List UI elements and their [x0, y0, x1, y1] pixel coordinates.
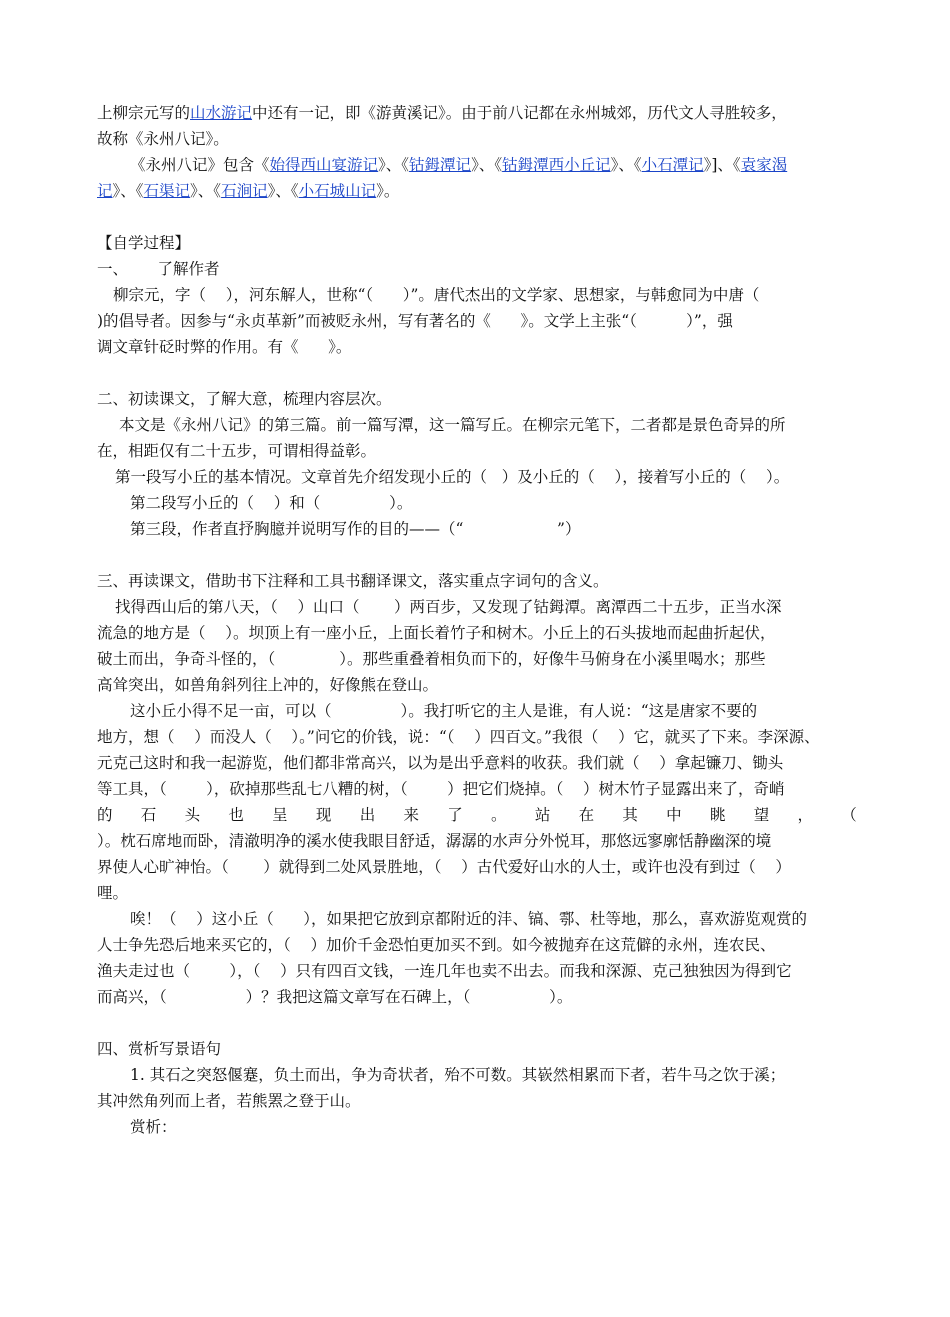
section-3-line: 地方，想（ ）而没人（ ）。”问它的价钱，说：“（ ）四百文。”我很（ ）它，就买了下来。李深源、: [97, 728, 820, 746]
link-8[interactable]: 小石城山记: [298, 182, 377, 200]
spacer: [97, 1010, 857, 1036]
spacer: [97, 542, 857, 568]
char: 来: [403, 806, 419, 824]
section-2-line: 第三段，作者直抒胸臆并说明写作的目的——（“ ”）: [130, 520, 581, 538]
char: 的: [97, 806, 113, 824]
spacer: [97, 360, 857, 386]
spacer: [97, 204, 857, 230]
section-3-line: 渔夫走过也（ ），（ ）只有四百文钱，一连几年也卖不出去。而我和深源、克己独独因为得到它: [97, 962, 792, 980]
char: 也: [228, 806, 244, 824]
section-3-line: ）。枕石席地而卧，清澈明净的溪水使我眼目舒适，潺潺的水声分外悦耳，那悠远寥廓恬静幽深的境: [97, 832, 772, 850]
section-2-line: 在，相距仅有二十五步，可谓相得益彰。: [97, 442, 377, 460]
link-2[interactable]: 钴鉧潭记: [409, 156, 472, 174]
link-shanshui-youji[interactable]: 山水游记: [190, 104, 253, 122]
section-2-line: 第一段写小丘的基本情况。文章首先介绍发现小丘的（ ）及小丘的（ ），接着写小丘的（ ）。: [115, 468, 790, 486]
section-3-line: 唉！（ ）这小丘（ ），如果把它放到京都附近的沣、镐、鄠、杜等地，那么，喜欢游览观赏的: [130, 910, 808, 928]
intro-text: 《永州八记》包含《: [130, 156, 270, 174]
char: （: [841, 806, 857, 824]
section-2-line: 第二段写小丘的（ ）和（ ）。: [130, 494, 413, 512]
separator: 》、《: [267, 182, 299, 200]
char: 了: [447, 806, 463, 824]
section-3-line: 哩。: [97, 884, 129, 902]
section-3-line: 这小丘小得不足一亩，可以（ ）。我打听它的主人是谁，有人说：“这是唐家不要的: [130, 702, 758, 720]
intro-line-4: [97, 178, 857, 204]
separator: 》、《: [471, 156, 503, 174]
section-1-line: )的倡导者。因参与“永贞革新”而被贬永州，写有著名的《 》。文学上主张“（ ）”，强: [97, 312, 733, 330]
intro-text: 中还有一记，即《游黄溪记》。由于前八记都在永州城郊，历代文人寻胜较多，: [252, 104, 787, 122]
char: 站: [534, 806, 551, 824]
link-7[interactable]: 石涧记: [221, 182, 268, 200]
section-2-title: 二、初读课文，了解大意，梳理内容层次。: [97, 390, 392, 408]
section-1-line: 柳宗元，字（ ），河东解人，世称“（ ）”。唐代杰出的文学家、思想家，与韩愈同为中唐（: [113, 286, 760, 304]
intro-line-1: [97, 100, 857, 126]
intro-text: 上柳宗元写的: [97, 104, 191, 122]
justified-line: [97, 802, 857, 828]
section-3-line: 等工具，（ ），砍掉那些乱七八糟的树，（ ）把它们烧掉。（ ）树木竹子显露出来了，奇峭: [97, 780, 785, 798]
section-4-title: 四、赏析写景语句: [97, 1040, 222, 1058]
section-4-line: 赏析：: [130, 1118, 177, 1136]
section-4-line: 其冲然角列而上者，若熊罴之登于山。: [97, 1092, 361, 1110]
char: ，: [797, 806, 814, 824]
section-2-line: 本文是《永州八记》的第三篇。前一篇写潭，这一篇写丘。在柳宗元笔下，二者都是景色奇异的所: [119, 416, 786, 434]
section-3-line: 界使人心旷神怡。（ ）就得到二处风景胜地，（ ）古代爱好山水的人士，或许也没有到过（ ）: [97, 858, 791, 876]
char: 望: [753, 806, 770, 824]
section-1-title: 一、 了解作者: [97, 260, 220, 278]
char: 石: [140, 806, 157, 824]
char: 出: [359, 806, 376, 824]
section-3-line: 元克己这时和我一起游览，他们都非常高兴，以为是出乎意料的收获。我们就（ ）拿起镰刀、锄头: [97, 754, 784, 772]
section-1-line: 调文章针砭时弊的作用。有《 》。: [97, 338, 352, 356]
section-3-line: 而高兴，（ ）？我把这篇文章写在石碑上，（ ）。: [97, 988, 573, 1006]
char: 呈: [272, 806, 288, 824]
separator: 》、《: [378, 156, 410, 174]
char: 中: [666, 806, 682, 824]
separator: 》]、《: [703, 156, 741, 174]
link-1[interactable]: 始得西山宴游记: [269, 156, 379, 174]
section-3-line: 高耸突出，如兽角斜列往上冲的，好像熊在登山。: [97, 676, 439, 694]
separator: 》、《: [190, 182, 222, 200]
intro-line-2: 故称《永州八记》。: [97, 130, 229, 148]
section-3-line: 人士争先恐后地来买它的，（ ）加价千金恐怕更加买不到。如今被抛弃在这荒僻的永州，连农民、: [97, 936, 776, 954]
link-6[interactable]: 石渠记: [143, 182, 191, 200]
separator: 》、《: [610, 156, 642, 174]
link-5[interactable]: 袁家渴: [740, 156, 788, 174]
separator: 》。: [376, 182, 400, 200]
char: 在: [578, 806, 595, 824]
section-3-line: 破土而出，争奇斗怪的，（ ）。那些重叠着相负而下的，好像牛马俯身在小溪里喝水；那些: [97, 650, 766, 668]
char: 其: [622, 806, 638, 824]
document-page: [97, 100, 857, 1140]
link-3[interactable]: 钴鉧潭西小丘记: [502, 156, 611, 174]
separator: 》、《: [112, 182, 144, 200]
section-3-line: 流急的地方是（ ）。坝顶上有一座小丘，上面长着竹子和树木。小丘上的石头拔地而起曲折起伏，: [97, 624, 776, 642]
char: 。: [491, 806, 507, 824]
section-3-title: 三、再读课文，借助书下注释和工具书翻译课文，落实重点字词句的含义。: [97, 572, 609, 590]
section-3-line: 找得西山后的第八天，（ ）山口（ ）两百步，又发现了钴鉧潭。离潭西二十五步，正当水深: [115, 598, 782, 616]
link-4[interactable]: 小石潭记: [641, 156, 704, 174]
char: 头: [184, 806, 201, 824]
intro-line-3: [97, 152, 857, 178]
link-5b[interactable]: 记: [97, 182, 113, 200]
section-heading: 【自学过程】: [97, 234, 191, 252]
char: 现: [315, 806, 332, 824]
char: 眺: [709, 806, 726, 824]
section-4-line: 1. 其石之突怒偃蹇，负土而出，争为奇状者，殆不可数。其嵚然相累而下者，若牛马之饮于溪；: [130, 1066, 786, 1084]
